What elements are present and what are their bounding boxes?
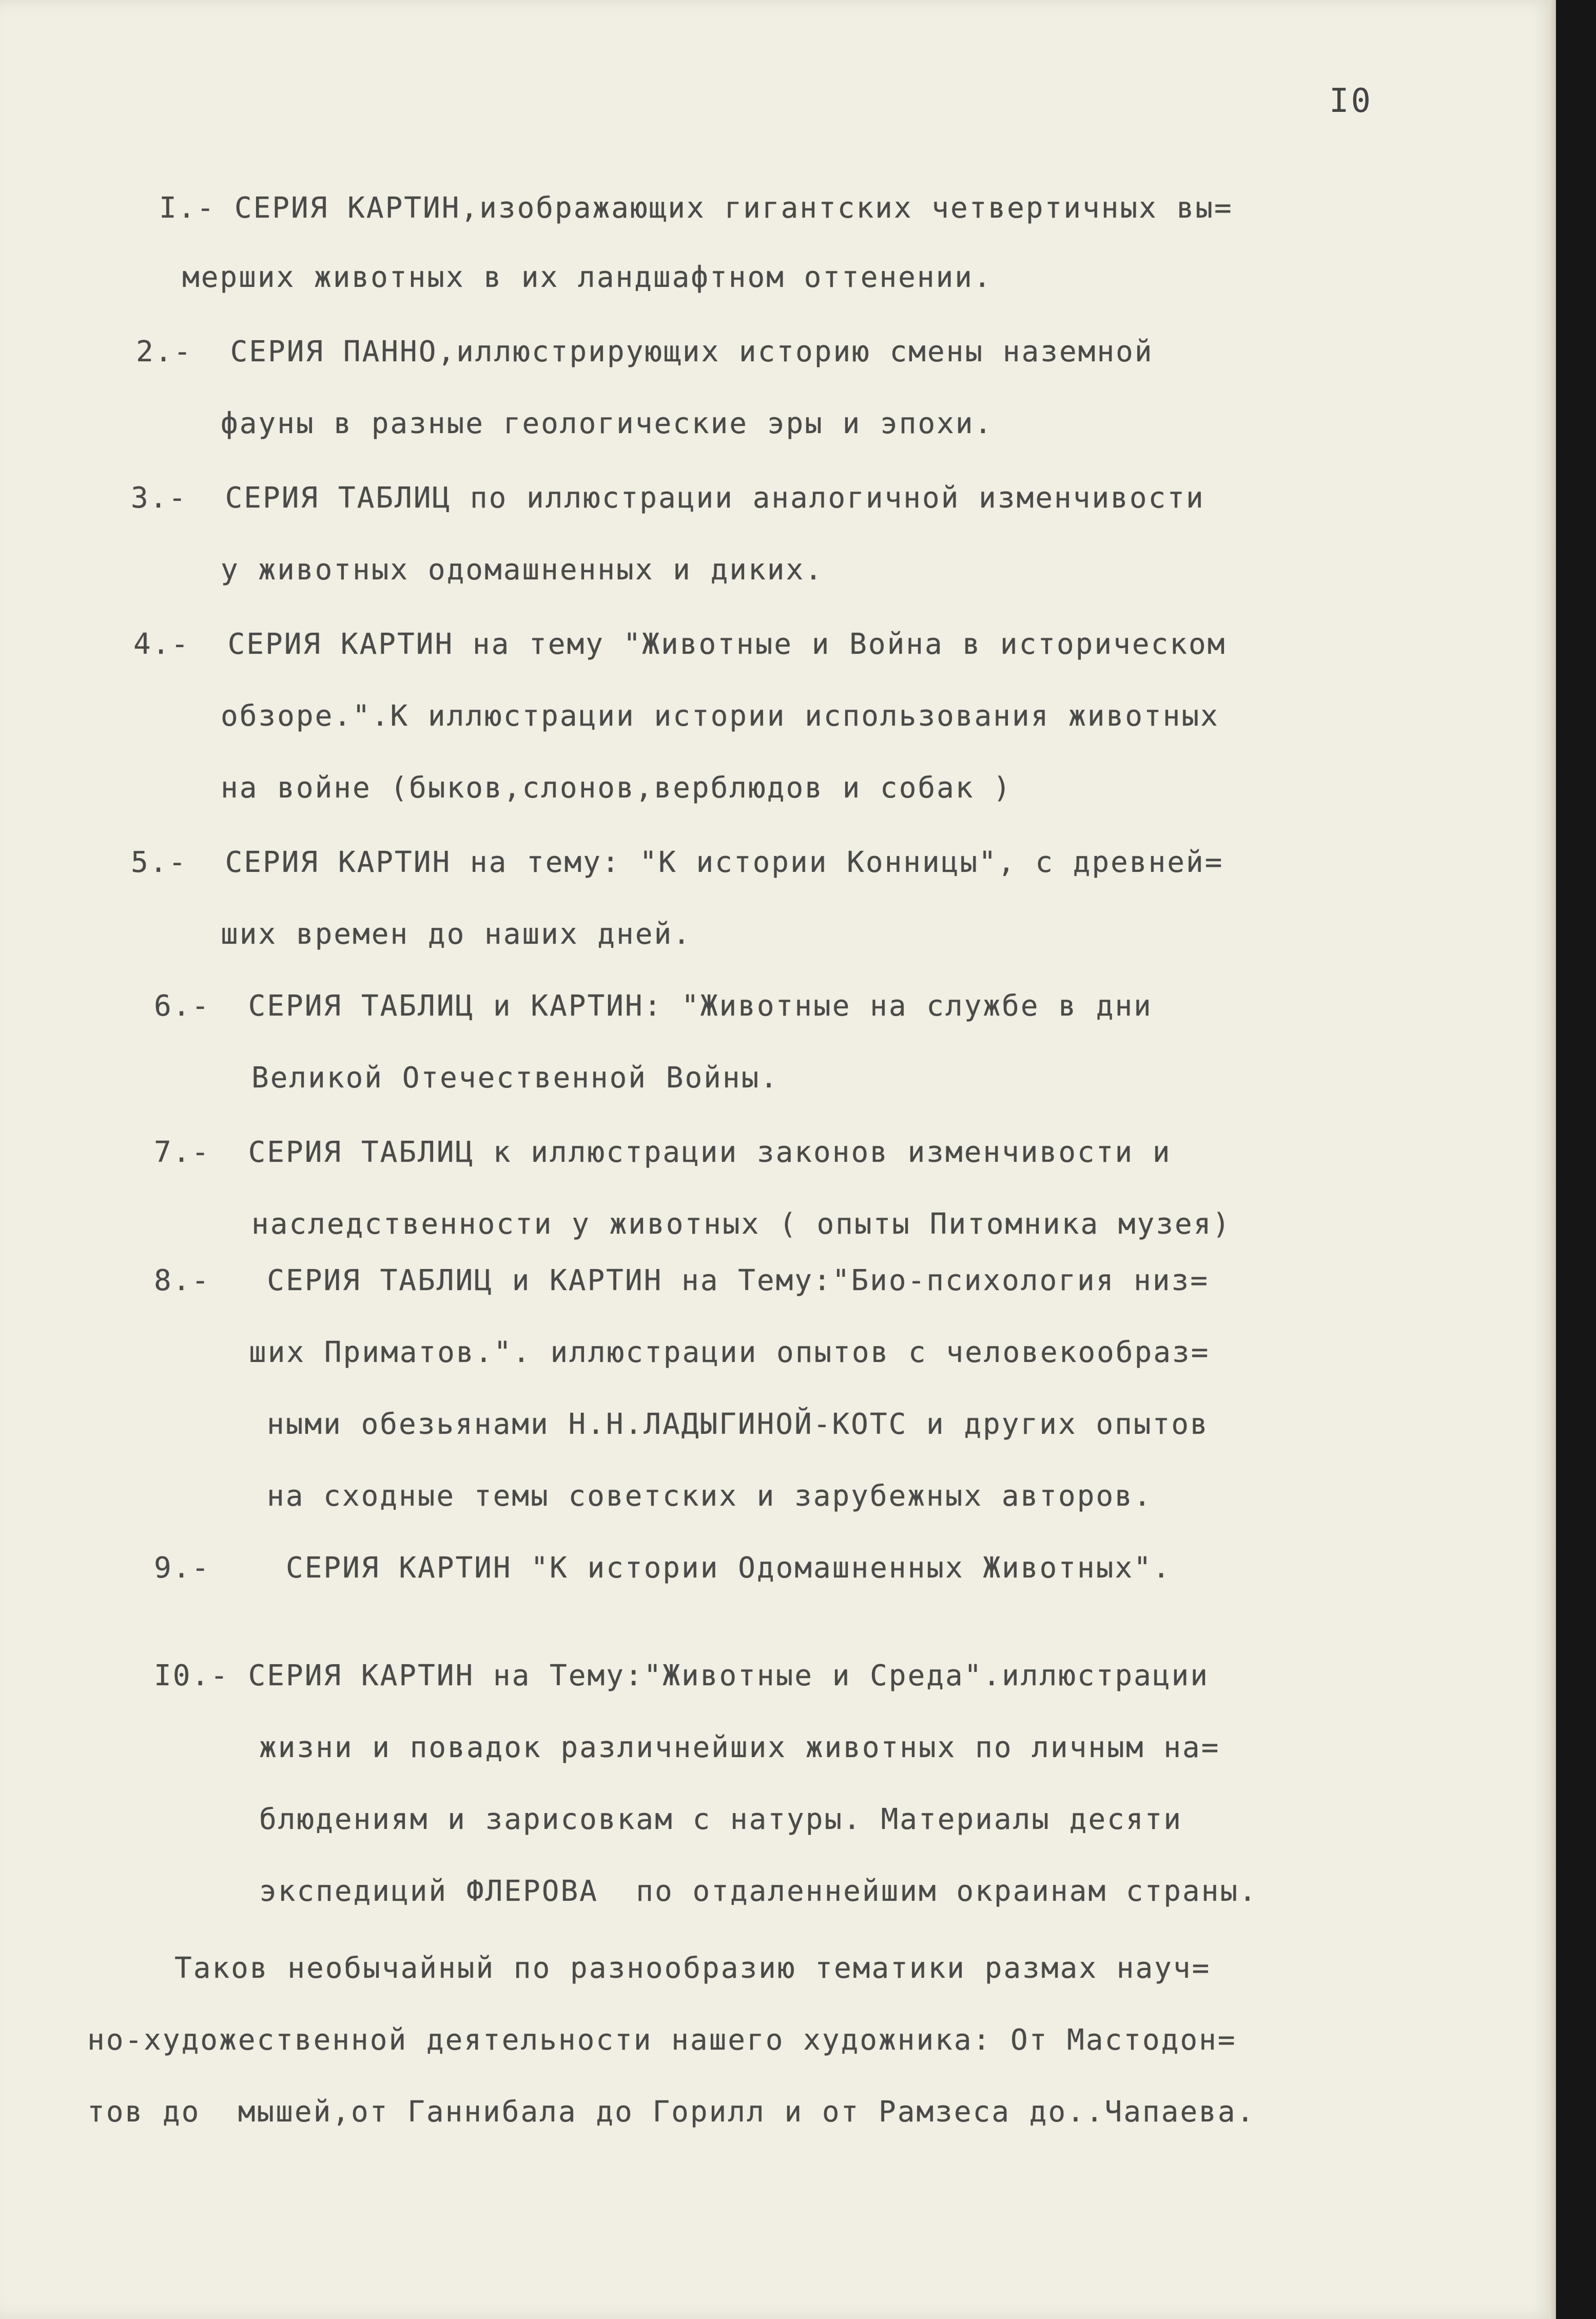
closing-line-2: но-художественной деятельности нашего художника: От Мастодон= <box>87 2023 1237 2057</box>
item-2-line-2: фауны в разные геологические эры и эпохи. <box>221 407 994 440</box>
item-7-line-1: 7.- СЕРИЯ ТАБЛИЦ к иллюстрации законов изменчивости и <box>154 1136 1172 1169</box>
item-4-line-2: обзоре.".К иллюстрации истории использования животных <box>221 699 1219 733</box>
item-8-line-3: ными обезьянами Н.Н.ЛАДЫГИНОЙ-КОТС и других опытов <box>267 1408 1209 1441</box>
item-4-line-1: 4.- СЕРИЯ КАРТИН на тему "Животные и Война в историческом <box>133 628 1227 661</box>
item-8-line-2: ших Приматов.". иллюстрации опытов с человекообраз= <box>249 1336 1210 1369</box>
paper-edge <box>1549 0 1556 2319</box>
item-6-line-2: Великой Отечественной Войны. <box>251 1061 780 1095</box>
item-7-line-2: наследственности у животных ( опыты Питомника музея) <box>251 1207 1232 1241</box>
item-6-line-1: 6.- СЕРИЯ ТАБЛИЦ и КАРТИН: "Животные на службе в дни <box>154 989 1153 1023</box>
item-10-line-2: жизни и повадок различнейших животных по личным на= <box>259 1731 1220 1764</box>
item-5-line-2: ших времен до наших дней. <box>221 918 692 951</box>
item-10-line-4: экспедиций ФЛЕРОВА по отдаленнейшим окраинам страны. <box>259 1875 1258 1908</box>
item-8-line-1: 8.- СЕРИЯ ТАБЛИЦ и КАРТИН на Тему:"Био-психология низ= <box>154 1264 1210 1297</box>
item-9-line-1: 9.- СЕРИЯ КАРТИН "К истории Одомашненных Животных". <box>154 1551 1172 1585</box>
item-3-line-1: 3.- СЕРИЯ ТАБЛИЦ по иллюстрации аналогичной изменчивости <box>131 481 1205 515</box>
item-5-line-1: 5.- СЕРИЯ КАРТИН на тему: "К истории Конницы", с древней= <box>131 846 1224 879</box>
item-3-line-2: у животных одомашненных и диких. <box>221 553 824 587</box>
item-1-line-1: I.- СЕРИЯ КАРТИН,изображающих гигантских четвертичных вы= <box>159 191 1233 225</box>
page-number: I0 <box>1329 82 1373 120</box>
item-2-line-1: 2.- СЕРИЯ ПАННО,иллюстрирующих историю смены наземной <box>136 335 1154 368</box>
item-8-line-4: на сходные темы советских и зарубежных авторов. <box>267 1479 1153 1513</box>
item-4-line-3: на войне (быков,слонов,верблюдов и собак ) <box>221 771 1013 805</box>
item-1-line-2: мерших животных в их ландшафтном оттенении. <box>182 261 992 294</box>
item-10-line-3: блюдениям и зарисовкам с натуры. Материалы десяти <box>259 1803 1183 1836</box>
item-10-line-1: I0.- СЕРИЯ КАРТИН на Тему:"Животные и Среда".иллюстрации <box>154 1659 1210 1692</box>
closing-line-1: Таков необычайный по разнообразию тематики размах науч= <box>174 1952 1211 1985</box>
closing-line-3: тов до мышей,от Ганнибала до Горилл и от Рамзеса до..Чапаева. <box>87 2095 1256 2129</box>
